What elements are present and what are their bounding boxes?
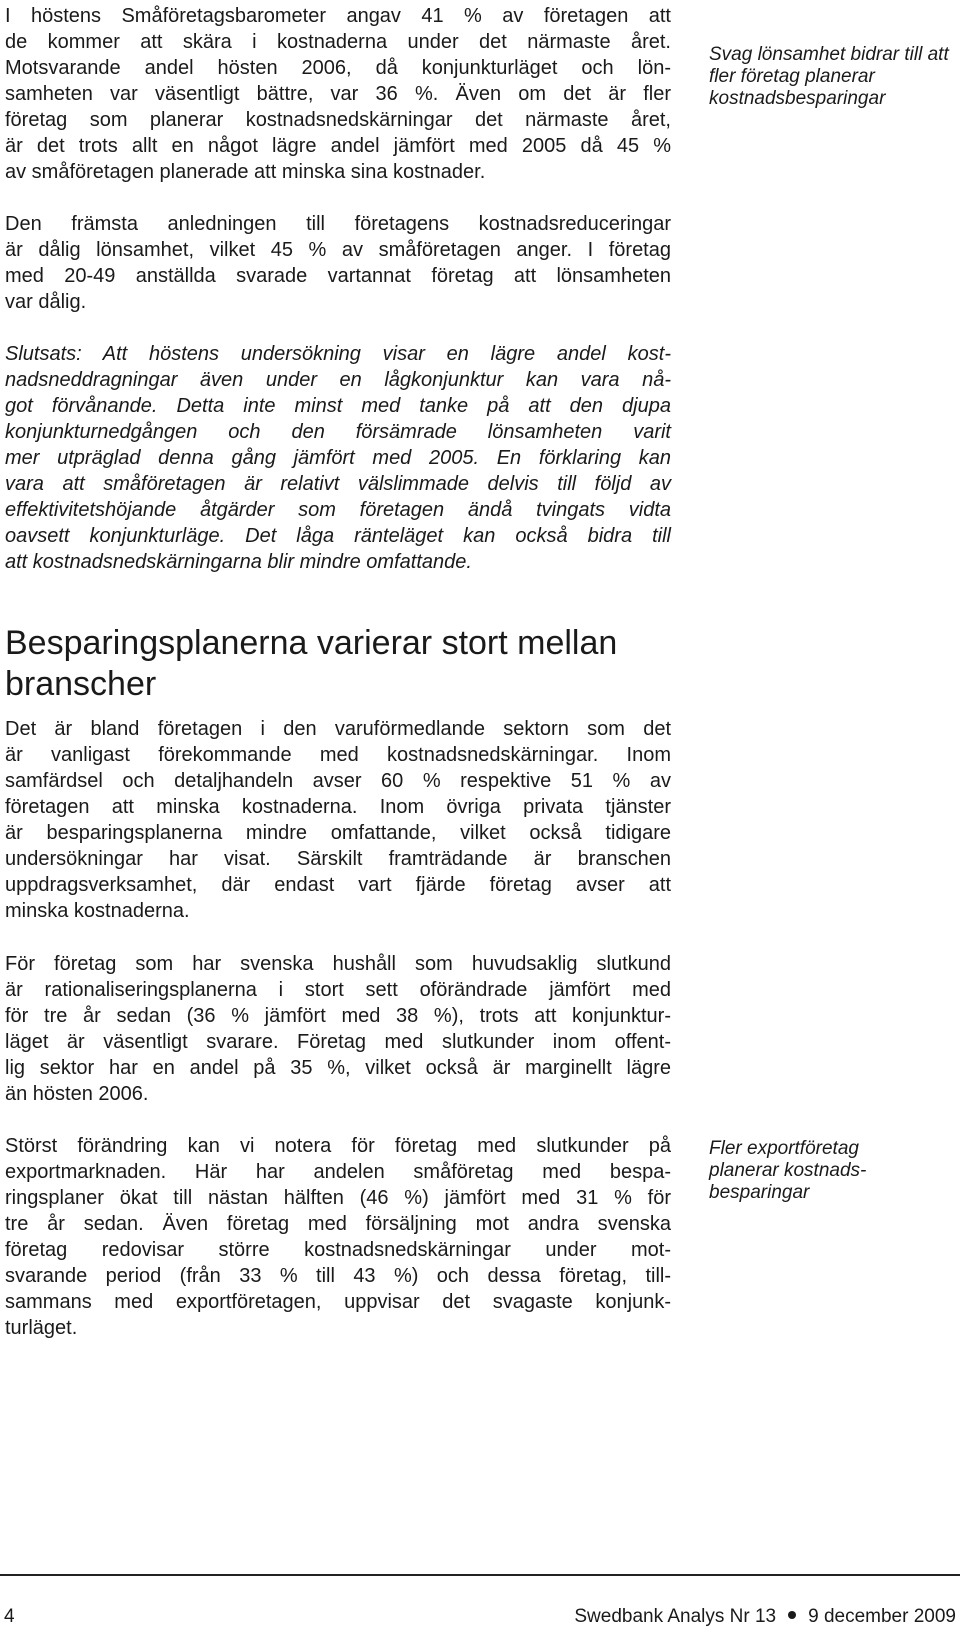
paragraph-sectors [5,716,671,924]
text-line: vara att småföretagen är relativt välslimmade delvis till följd av [5,473,671,495]
text-line: sammans med exportföretagen, uppvisar det svagaste konjunk- [5,1291,671,1313]
text-line: företag redovisar större kostnadsnedskärningar under mot- [5,1239,671,1261]
text-line: är dålig lönsamhet, vilket 45 % av småföretagen anger. I företag [5,239,671,261]
text-line: ringsplaner ökat till nästan hälften (46 %) jämfört med 31 % för [5,1187,671,1209]
text-line: Slutsats: Att höstens undersökning visar en lägre andel kost- [5,343,671,365]
text-line: undersökningar har visat. Särskilt framträdande är branschen [5,848,671,870]
text-line: samfärdsel och detaljhandeln avser 60 % respektive 51 % av [5,770,671,792]
text-line: är rationaliseringsplanerna i stort sett oförändrade jämfört med [5,979,671,1001]
paragraph-households [5,951,671,1107]
text-line: uppdragsverksamhet, där endast vart fjärde företag avser att [5,874,671,896]
text-line: svarande period (från 33 % till 43 %) och dessa företag, till- [5,1265,671,1287]
footer-page-number: 4 [4,1606,15,1627]
text-line: Det är bland företagen i den varuförmedlande sektorn som det [5,718,671,740]
margin-note-exports: Fler exportföretag planerar kostnads-besparingar [709,1138,867,1203]
text-line: turläget. [5,1317,78,1339]
text-line: nadsneddragningar även under en lågkonjunktur kan vara nå- [5,369,671,391]
text-line: Störst förändring kan vi notera för företag med slutkunder på [5,1135,671,1157]
text-line: effektivitetshöjande åtgärder som företagen ändå tvingats vidta [5,499,671,521]
text-line: I höstens Småföretagsbarometer angav 41 % av företagen att [5,5,671,27]
text-line: Den främsta anledningen till företagens kostnadsreduceringar [5,213,671,235]
text-line: Motsvarande andel hösten 2006, då konjunkturläget och lön- [5,57,671,79]
text-line: var dålig. [5,291,87,313]
text-line: mer utpräglad denna gång jämfört med 2005. En förklaring kan [5,447,671,469]
paragraph-intro [5,3,671,185]
text-line: För företag som har svenska hushåll som huvudsaklig slutkund [5,953,671,975]
margin-note-profitability: Svag lönsamhet bidrar till att fler företag planerar kostnadsbesparingar [709,44,949,109]
text-line: exportmarknaden. Här har andelen småföretag med bespa- [5,1161,671,1183]
text-line: lig sektor har en andel på 35 %, vilket också är marginellt lägre [5,1057,671,1079]
text-line: företagen att minska kostnaderna. Inom övriga privata tjänster [5,796,671,818]
paragraph-reasons [5,211,671,315]
paragraph-conclusion [5,341,671,575]
text-line: oavsett konjunkturläge. Det låga ränteläget kan också bidra till [5,525,671,547]
text-line: är besparingsplanerna mindre omfattande, vilket också tidigare [5,822,671,844]
text-line: med 20-49 anställda svarade vartannat företag att lönsamheten [5,265,671,287]
paragraph-exports [5,1133,671,1341]
text-line: företag som planerar kostnadsnedskärningar det närmaste året, [5,109,671,131]
footer-publication-info [574,1606,956,1628]
text-line: än hösten 2006. [5,1083,149,1105]
footer-publication: Swedbank Analys Nr 13 [574,1606,777,1627]
text-line: de kommer att skära i kostnaderna under det närmaste året. [5,31,671,53]
text-line: samheten var väsentligt bättre, var 36 %. Även om det är fler [5,83,671,105]
text-line: läget är väsentligt svarare. Företag med slutkunder inom offent- [5,1031,671,1053]
footer-rule [0,1574,960,1576]
footer-date: 9 december 2009 [808,1606,956,1627]
text-line: för tre år sedan (36 % jämfört med 38 %), trots att konjunktur- [5,1005,671,1027]
text-line: av småföretagen planerade att minska sina kostnader. [5,161,486,183]
footer-bullet-icon [788,1611,796,1619]
text-line: är vanligast förekommande med kostnadsnedskärningar. Inom [5,744,671,766]
text-line: är det trots allt en något lägre andel jämfört med 2005 då 45 % [5,135,671,157]
text-line: konjunkturnedgången och den försämrade lönsamheten varit [5,421,671,443]
text-line: att kostnadsnedskärningarna blir mindre omfattande. [5,551,472,573]
text-line: minska kostnaderna. [5,900,190,922]
text-line: tre år sedan. Även företag med försäljning mot andra svenska [5,1213,671,1235]
section-heading: Besparingsplanerna varierar stort mellan branscher [5,624,618,703]
text-line: got förvånande. Detta inte minst med tanke på att den djupa [5,395,671,417]
